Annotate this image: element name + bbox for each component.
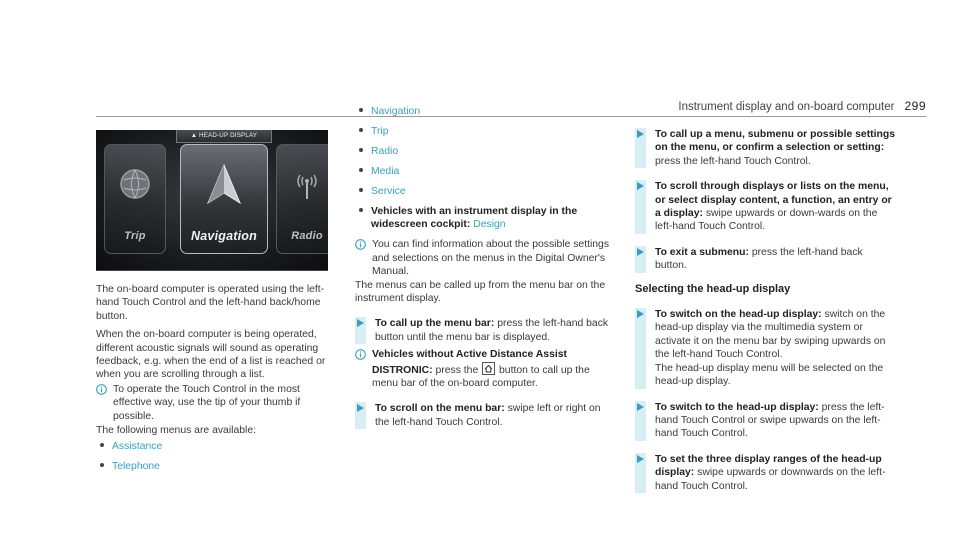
menu-link-telephone[interactable]: Telephone	[112, 461, 160, 473]
step-call-menu-bar: To call up the menu bar: press the left-hand back button until the menu bar is displayed.	[355, 317, 610, 344]
note-manual-text: You can find information about the possible settings and selections on the menus in the Digital Owner's Manual.	[372, 239, 610, 278]
radio-antenna-icon	[277, 167, 328, 201]
page-number: 299	[904, 99, 926, 113]
menu-link-design[interactable]: Design	[473, 219, 506, 231]
list-item	[96, 460, 328, 473]
step-exit-submenu: To exit a submenu: press the left-hand back button.	[635, 246, 895, 273]
step-scroll-menu-bar: To scroll on the menu bar: swipe left or right on the left-hand Touch Control.	[355, 402, 610, 429]
step-arrow-icon	[357, 404, 364, 412]
list-item	[355, 125, 610, 138]
step-arrow-icon	[637, 310, 644, 318]
vehicles-widescreen-label: Vehicles with an instrument display in the widescreen cockpit:	[371, 206, 578, 231]
list-item	[355, 105, 610, 118]
step-arrow-icon	[637, 248, 644, 256]
step-scroll-displays: To scroll through displays or lists on the menu, or select display content, a function, an entry or a display: swipe upwards or down‐wards on the left-hand Touch Control.	[635, 180, 895, 234]
section-heading: Selecting the head-up display	[635, 282, 791, 295]
globe-icon	[105, 167, 165, 201]
step-set-display-ranges: To set the three display ranges of the head-up display: swipe upwards or downwards on the left-hand Touch Control.	[635, 453, 895, 493]
step-arrow-icon	[637, 455, 644, 463]
note-distronic: Vehicles without Active Distance Assist DISTRONIC: press the button to call up the menu bar of the on-board computer.	[355, 348, 610, 390]
menu-link-navigation[interactable]: Navigation	[371, 106, 421, 117]
list-item	[96, 440, 328, 453]
menu-bar-paragraph: The menus can be called up from the menu bar on the instrument display.	[355, 279, 606, 305]
tile-label-radio: Radio	[291, 229, 323, 242]
info-icon	[355, 348, 366, 390]
menu-list-2	[355, 105, 610, 232]
note-thumb	[96, 383, 328, 423]
step-arrow-icon	[637, 403, 644, 411]
tile-trip	[104, 144, 166, 254]
step-call-menu: To call up a menu, submenu or possible settings on the menu, or confirm a selection or setting: press the left-hand Touch Control.	[635, 128, 895, 168]
navigation-arrow-icon	[181, 163, 267, 207]
menus-available-paragraph: The following menus are available:	[96, 425, 256, 437]
menu-list-1	[96, 440, 328, 473]
list-item	[355, 165, 610, 178]
hud-tab: ▲ HEAD-UP DISPLAY	[176, 130, 272, 143]
menu-link-radio[interactable]: Radio	[371, 146, 399, 157]
acoustic-signals-paragraph: When the on-board computer is being operated, different acoustic signals will sound as operating feedback, e.g. when the end of a list is reached or when you are scrolling through a list.	[96, 329, 326, 381]
info-icon	[355, 238, 366, 278]
home-icon	[482, 362, 495, 375]
menu-link-trip[interactable]: Trip	[371, 126, 389, 137]
step-arrow-icon	[637, 182, 644, 190]
note-manual	[355, 238, 610, 278]
info-icon	[96, 383, 107, 423]
header-title: Instrument display and on-board computer	[678, 101, 895, 113]
list-item	[355, 185, 610, 198]
step-arrow-icon	[357, 319, 364, 327]
step-arrow-icon	[637, 130, 644, 138]
step-switch-on-hud: To switch on the head-up display: switch on the head-up display via the multimedia system or activate it on the menu bar by swiping upwards on the left-hand Touch Control. The head-up display menu will be selected on the head-up display.	[635, 308, 895, 388]
tile-radio	[276, 144, 328, 254]
intro-paragraph: The on-board computer is operated using the left-hand Touch Control and the left-hand back/home button.	[96, 284, 325, 322]
tile-navigation	[180, 144, 268, 254]
step-switch-to-hud: To switch to the head-up display: press the left-hand Touch Control or swipe upwards on the left-hand Touch Control.	[635, 401, 895, 441]
column-middle	[355, 102, 610, 429]
note-thumb-text: To operate the Touch Control in the most effective way, use the tip of your thumb if possible.	[113, 383, 301, 422]
head-up-display-screenshot	[96, 130, 328, 271]
tile-label-navigation: Navigation	[191, 228, 257, 243]
menu-link-assistance[interactable]: Assistance	[112, 441, 163, 453]
list-item	[355, 205, 610, 232]
column-right	[635, 120, 895, 493]
column-left	[96, 130, 328, 480]
menu-link-media[interactable]: Media	[371, 166, 400, 177]
tile-label-trip: Trip	[124, 229, 146, 242]
list-item	[355, 145, 610, 158]
menu-link-service[interactable]: Service	[371, 186, 406, 197]
